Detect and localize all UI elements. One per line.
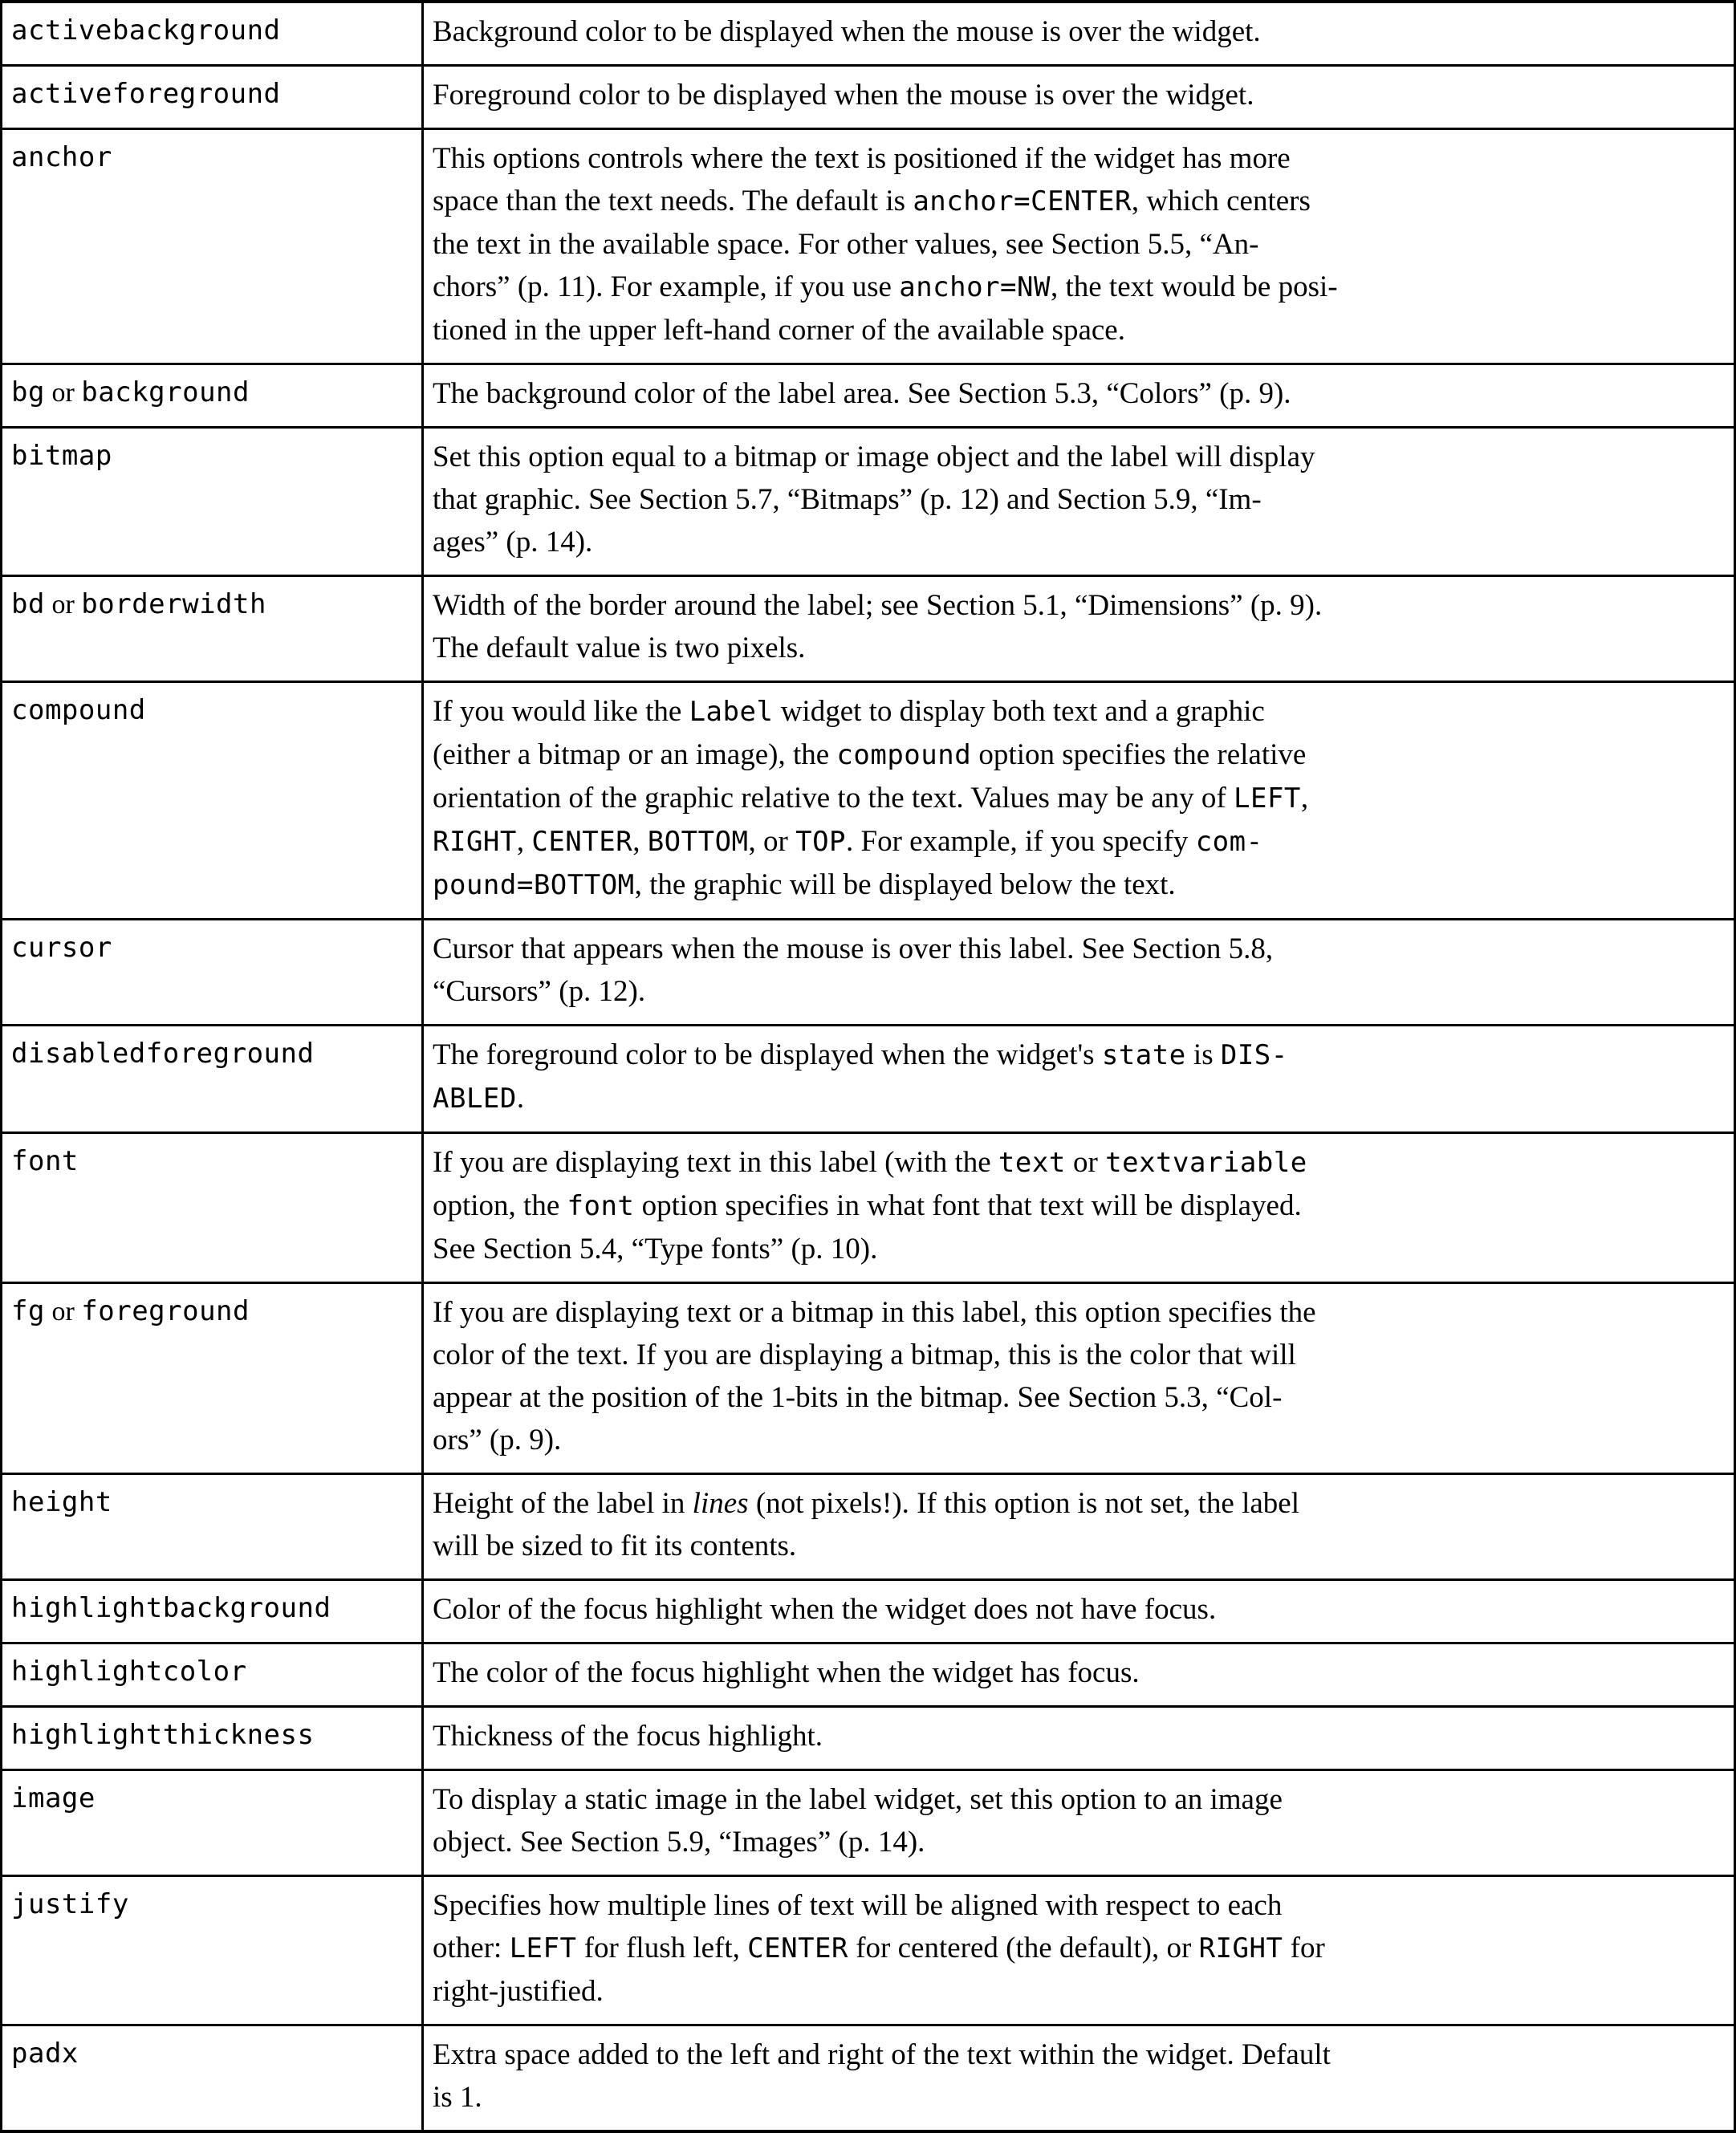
text-span: that graphic. See Section 5.7, “Bitmaps” (p. 12) and Section 5.9, “Im- (433, 483, 1262, 516)
option-description-cell-padx (423, 2025, 1735, 2132)
description-line (433, 266, 1725, 309)
code-span: activeforeground (11, 78, 281, 110)
option-description-cell-background (423, 364, 1735, 428)
table-row (2, 1770, 1735, 1876)
text-span: . (516, 1082, 525, 1115)
text-span: To display a static image in the label widget, set this option to an image (433, 1783, 1283, 1816)
text-span: Extra space added to the left and right of the text within the widget. Default (433, 2038, 1331, 2071)
text-span: for flush left, (576, 1932, 748, 1964)
code-span: anchor=CENTER (913, 185, 1132, 217)
table-row (2, 129, 1735, 364)
code-span: borderwidth (81, 588, 266, 620)
table-row (2, 1876, 1735, 2025)
table-row (2, 428, 1735, 576)
table-row (2, 1643, 1735, 1707)
text-span: is (1185, 1038, 1221, 1071)
option-description-cell-image (423, 1770, 1735, 1876)
description-line (433, 1376, 1725, 1419)
description-line (433, 1652, 1725, 1694)
option-name-cell-anchor (2, 129, 423, 364)
code-span: textvariable (1105, 1147, 1307, 1179)
name-conjunction: or (44, 378, 82, 408)
text-span: , the graphic will be displayed below the text. (634, 868, 1176, 901)
code-span: compound (836, 739, 972, 771)
option-description-cell-borderwidth (423, 576, 1735, 682)
option-name-cell-foreground (2, 1283, 423, 1474)
emphasis-span: lines (692, 1487, 749, 1520)
description-line (433, 180, 1725, 223)
table-row (2, 1133, 1735, 1283)
text-span: orientation of the graphic relative to the text. Values may be any of (433, 782, 1234, 815)
name-conjunction: or (44, 590, 82, 620)
code-span: cursor (11, 932, 112, 964)
option-name-cell-height (2, 1474, 423, 1580)
code-span: activebackground (11, 14, 281, 47)
option-description-cell-highlightbackground (423, 1580, 1735, 1643)
text-span: for (1283, 1932, 1325, 1964)
text-span: (not pixels!). If this option is not set, the label (748, 1487, 1300, 1520)
table-row (2, 2025, 1735, 2132)
option-name-cell-background (2, 364, 423, 428)
option-name-cell-activebackground (2, 2, 423, 66)
description-line (433, 1034, 1725, 1077)
text-span: , (516, 825, 532, 858)
table-row (2, 1707, 1735, 1770)
option-description-cell-highlightcolor (423, 1643, 1735, 1707)
code-span: BOTTOM (647, 826, 749, 858)
description-line (433, 1077, 1725, 1120)
code-span: fg (11, 1295, 45, 1327)
table-row (2, 682, 1735, 920)
text-span: See Section 5.4, “Type fonts” (p. 10). (433, 1233, 878, 1266)
description-line (433, 970, 1725, 1013)
text-span: is 1. (433, 2081, 482, 2114)
text-span: widget to display both text and a graphic (773, 695, 1265, 728)
description-line (433, 436, 1725, 478)
option-description-cell-activeforeground (423, 66, 1735, 129)
text-span: other: (433, 1932, 510, 1964)
code-span: Label (689, 696, 774, 728)
text-span: Background color to be displayed when the mouse is over the widget. (433, 15, 1261, 48)
code-span: highlightcolor (11, 1656, 247, 1688)
description-line (433, 2076, 1725, 2119)
code-span: ABLED (433, 1083, 517, 1115)
code-span: LEFT (509, 1932, 577, 1964)
text-span: The foreground color to be displayed when the widget's (433, 1038, 1102, 1071)
text-span: If you would like the (433, 695, 689, 728)
text-span: Specifies how multiple lines of text will be aligned with respect to each (433, 1889, 1283, 1922)
table-row (2, 66, 1735, 129)
option-name-cell-compound (2, 682, 423, 920)
table-row (2, 1474, 1735, 1580)
text-span: , (1300, 782, 1309, 815)
option-description-cell-activebackground (423, 2, 1735, 66)
description-line (433, 1778, 1725, 1821)
text-span: If you are displaying text or a bitmap in this label, this option specifies the (433, 1296, 1316, 1329)
code-span: padx (11, 2038, 79, 2070)
table-row (2, 920, 1735, 1026)
text-span: , or (748, 825, 796, 858)
option-name-cell-bitmap (2, 428, 423, 576)
text-span: will be sized to fit its contents. (433, 1530, 797, 1562)
text-span: The default value is two pixels. (433, 632, 806, 664)
text-span: . For example, if you specify (846, 825, 1196, 858)
description-line (433, 521, 1725, 563)
option-description-cell-foreground (423, 1283, 1735, 1474)
text-span: , which centers (1131, 185, 1311, 217)
option-description-cell-font (423, 1133, 1735, 1283)
code-span: com- (1195, 826, 1263, 858)
description-line (433, 478, 1725, 521)
description-line (433, 1525, 1725, 1567)
code-span: compound (11, 694, 146, 726)
option-description-cell-highlightthickness (423, 1707, 1735, 1770)
description-line (433, 1884, 1725, 1927)
name-conjunction: or (44, 1297, 82, 1327)
code-span: DIS- (1220, 1039, 1288, 1071)
text-span: , (632, 825, 648, 858)
description-line (433, 863, 1725, 907)
description-line (433, 74, 1725, 116)
description-line (433, 1184, 1725, 1228)
option-name-cell-activeforeground (2, 66, 423, 129)
description-line (433, 584, 1725, 627)
text-span: object. See Section 5.9, “Images” (p. 14). (433, 1826, 925, 1859)
text-span: right-justified. (433, 1975, 604, 2008)
description-line (433, 928, 1725, 970)
description-line (433, 2033, 1725, 2076)
text-span: This options controls where the text is positioned if the widget has more (433, 142, 1291, 175)
code-span: height (11, 1486, 112, 1518)
table-row (2, 364, 1735, 428)
text-span: Width of the border around the label; see Section 5.1, “Dimensions” (p. 9). (433, 589, 1323, 622)
description-line (433, 372, 1725, 415)
text-span: If you are displaying text in this label (with the (433, 1146, 998, 1179)
description-line (433, 627, 1725, 669)
description-line (433, 1821, 1725, 1863)
option-name-cell-justify (2, 1876, 423, 2025)
description-line (433, 1970, 1725, 2013)
text-span: (either a bitmap or an image), the (433, 738, 837, 771)
code-span: highlightthickness (11, 1719, 315, 1751)
code-span: disabledforeground (11, 1038, 315, 1070)
text-span: option specifies in what font that text will be displayed. (634, 1189, 1302, 1222)
option-description-cell-height (423, 1474, 1735, 1580)
text-span: Color of the focus highlight when the widget does not have focus. (433, 1593, 1217, 1626)
text-span: chors” (p. 11). For example, if you use (433, 270, 900, 303)
code-span: bg (11, 376, 45, 408)
description-line (433, 733, 1725, 777)
description-line (433, 1334, 1725, 1376)
code-span: bitmap (11, 440, 112, 472)
code-span: pound=BOTTOM (433, 869, 635, 901)
code-span: LEFT (1234, 782, 1301, 815)
option-description-cell-bitmap (423, 428, 1735, 576)
description-line (433, 1228, 1725, 1270)
option-name-cell-font (2, 1133, 423, 1283)
description-line (433, 1482, 1725, 1525)
code-span: font (567, 1190, 635, 1222)
code-span: TOP (795, 826, 847, 858)
text-span: option, the (433, 1189, 567, 1222)
text-span: Thickness of the focus highlight. (433, 1720, 823, 1753)
description-line (433, 777, 1725, 820)
table-row (2, 1283, 1735, 1474)
text-span: space than the text needs. The default is (433, 185, 913, 217)
option-description-cell-justify (423, 1876, 1735, 2025)
code-span: RIGHT (433, 826, 517, 858)
option-name-cell-image (2, 1770, 423, 1876)
code-span: highlightbackground (11, 1592, 331, 1624)
code-span: anchor (11, 141, 112, 173)
table-row (2, 2, 1735, 66)
code-span: state (1101, 1039, 1186, 1071)
code-span: RIGHT (1198, 1932, 1283, 1964)
description-line (433, 1291, 1725, 1334)
code-span: font (11, 1145, 79, 1177)
text-span: option specifies the relative (971, 738, 1307, 771)
option-name-cell-disabledforeground (2, 1026, 423, 1133)
code-span: background (81, 376, 250, 408)
code-span: foreground (81, 1295, 250, 1327)
text-span: The color of the focus highlight when the widget has focus. (433, 1656, 1140, 1689)
text-span: “Cursors” (p. 12). (433, 975, 646, 1008)
code-span: text (998, 1147, 1066, 1179)
option-description-cell-compound (423, 682, 1735, 920)
option-name-cell-highlightthickness (2, 1707, 423, 1770)
code-span: bd (11, 588, 45, 620)
option-name-cell-highlightcolor (2, 1643, 423, 1707)
table-row (2, 1026, 1735, 1133)
code-span: anchor=NW (899, 271, 1051, 303)
text-span: appear at the position of the 1-bits in the bitmap. See Section 5.3, “Col- (433, 1381, 1283, 1414)
description-line (433, 223, 1725, 266)
table-row (2, 1580, 1735, 1643)
text-span: tioned in the upper left-hand corner of the available space. (433, 314, 1125, 347)
table-body (2, 2, 1735, 2131)
text-span: Set this option equal to a bitmap or image object and the label will display (433, 441, 1315, 473)
text-span: ages” (p. 14). (433, 526, 593, 559)
text-span: Height of the label in (433, 1487, 693, 1520)
description-line (433, 137, 1725, 180)
text-span: for centered (the default), or (848, 1932, 1199, 1964)
option-name-cell-padx (2, 2025, 423, 2132)
text-span: , the text would be posi- (1050, 270, 1338, 303)
text-span: Foreground color to be displayed when the mouse is over the widget. (433, 79, 1254, 112)
option-description-cell-cursor (423, 920, 1735, 1026)
description-line (433, 1419, 1725, 1461)
option-name-cell-borderwidth (2, 576, 423, 682)
text-span: the text in the available space. For other values, see Section 5.5, “An- (433, 228, 1259, 261)
code-span: justify (11, 1888, 129, 1920)
option-description-cell-anchor (423, 129, 1735, 364)
option-name-cell-cursor (2, 920, 423, 1026)
description-line (433, 1588, 1725, 1631)
description-line (433, 690, 1725, 733)
description-line (433, 820, 1725, 863)
description-line (433, 309, 1725, 351)
code-span: CENTER (531, 826, 633, 858)
code-span: CENTER (747, 1932, 848, 1964)
text-span: ors” (p. 9). (433, 1424, 562, 1457)
text-span: color of the text. If you are displaying a bitmap, this is the color that will (433, 1339, 1296, 1371)
table-row (2, 576, 1735, 682)
code-span: image (11, 1782, 96, 1814)
text-span: The background color of the label area. See Section 5.3, “Colors” (p. 9). (433, 377, 1291, 410)
text-span: or (1065, 1146, 1106, 1179)
option-description-cell-disabledforeground (423, 1026, 1735, 1133)
text-span: Cursor that appears when the mouse is over this label. See Section 5.8, (433, 932, 1274, 965)
option-name-cell-highlightbackground (2, 1580, 423, 1643)
description-line (433, 1141, 1725, 1184)
description-line (433, 1927, 1725, 1970)
description-line (433, 1715, 1725, 1757)
description-line (433, 10, 1725, 53)
